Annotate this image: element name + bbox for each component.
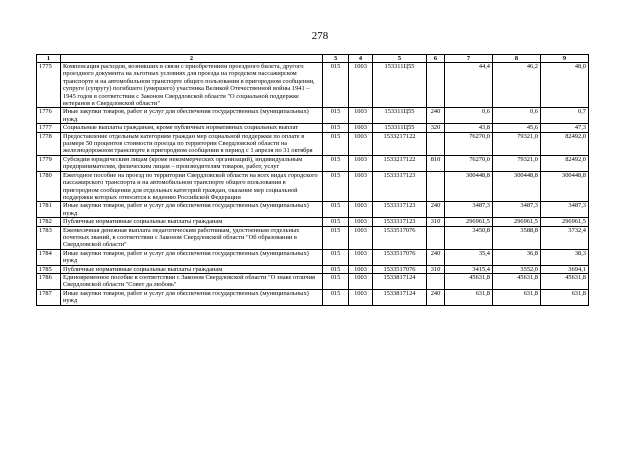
amount-year-2: 300448,8 [493, 171, 541, 202]
target-article-code: 1533317123 [373, 218, 427, 226]
amount-year-2: 0,6 [493, 108, 541, 124]
row-description: Единовременное пособие в соответствии с Законом Свердловской области "О знаке отличия Свердловской области "Совет да любовь" [61, 273, 323, 289]
row-description: Иные закупки товаров, работ и услуг для обеспечения государственных (муниципальных) нужд [61, 108, 323, 124]
expense-type-code: 240 [427, 108, 445, 124]
table-row [37, 273, 589, 289]
amount-year-1: 43,8 [445, 124, 493, 132]
amount-year-1: 3487,3 [445, 202, 493, 218]
target-article-code: 1533317123 [373, 171, 427, 202]
table-row [37, 155, 589, 171]
amount-year-1: 300448,8 [445, 171, 493, 202]
row-description: Публичные нормативные социальные выплаты гражданам [61, 265, 323, 273]
target-article-code: 1533817124 [373, 289, 427, 305]
amount-year-3: 3732,4 [541, 226, 589, 249]
row-number: 1782 [37, 218, 61, 226]
header-cell: 4 [349, 55, 373, 63]
section-code: 1003 [349, 265, 373, 273]
amount-year-2: 45631,8 [493, 273, 541, 289]
page-number: 278 [311, 30, 329, 42]
expense-type-code [427, 226, 445, 249]
target-article-code: 1533517076 [373, 265, 427, 273]
target-article-code: 153311Ц55 [373, 63, 427, 108]
target-article-code: 153311Ц55 [373, 108, 427, 124]
amount-year-3: 45631,8 [541, 273, 589, 289]
section-code: 1003 [349, 124, 373, 132]
target-article-code: 1533517076 [373, 249, 427, 265]
row-description: Компенсация расходов, возникших в связи с приобретением проездного билета, другого проездного документа на льготных условиях для проезда на городском пассажирском транспорте и на автомобильном транспорте общего пользования в пригородном сообщении, супруге (супругу) погибшего (умершего) участника Великой Отечественной войны 1941 – 1945 годов в соответствии с Законом Свердловской области "О социальной поддержке ветеранов в Свердловской области" [61, 63, 323, 108]
row-description: Социальные выплаты гражданам, кроме публичных нормативных социальных выплат [61, 124, 323, 132]
header-cell: 9 [541, 55, 589, 63]
expense-type-code: 310 [427, 218, 445, 226]
section-code: 1003 [349, 249, 373, 265]
amount-year-3: 38,3 [541, 249, 589, 265]
amount-year-3: 300448,8 [541, 171, 589, 202]
ministry-code: 015 [323, 132, 349, 155]
ministry-code: 015 [323, 124, 349, 132]
amount-year-2: 3552,0 [493, 265, 541, 273]
amount-year-2: 296961,5 [493, 218, 541, 226]
expense-type-code [427, 273, 445, 289]
amount-year-2: 79321,0 [493, 132, 541, 155]
amount-year-3: 82492,0 [541, 155, 589, 171]
row-description: Публичные нормативные социальные выплаты гражданам [61, 218, 323, 226]
amount-year-3: 3487,3 [541, 202, 589, 218]
amount-year-3: 47,3 [541, 124, 589, 132]
table-row [37, 171, 589, 202]
ministry-code: 015 [323, 218, 349, 226]
section-code: 1003 [349, 63, 373, 108]
amount-year-2: 631,8 [493, 289, 541, 305]
amount-year-1: 45631,8 [445, 273, 493, 289]
row-number: 1776 [37, 108, 61, 124]
table-row [37, 108, 589, 124]
target-article-code: 1533217122 [373, 155, 427, 171]
row-number: 1780 [37, 171, 61, 202]
amount-year-1: 0,6 [445, 108, 493, 124]
section-code: 1003 [349, 171, 373, 202]
amount-year-3: 48,0 [541, 63, 589, 108]
row-description: Предоставление отдельным категориям граждан мер социальной поддержки по оплате в размере 50 процентов стоимости проезда по территории Свердловской области на железнодорожном транспорте в пригородном сообщении в период с 1 апреля по 31 октября [61, 132, 323, 155]
amount-year-2: 3588,8 [493, 226, 541, 249]
table-row [37, 249, 589, 265]
ministry-code: 015 [323, 171, 349, 202]
target-article-code: 1533317123 [373, 202, 427, 218]
row-description: Ежемесячная денежная выплата педагогическим работникам, удостоенным отдельных почетных званий, в соответствии с Законом Свердловской области "Об образовании в Свердловской области" [61, 226, 323, 249]
section-code: 1003 [349, 226, 373, 249]
ministry-code: 015 [323, 202, 349, 218]
expense-type-code: 240 [427, 289, 445, 305]
header-cell: 2 [61, 55, 323, 63]
expense-type-code [427, 132, 445, 155]
ministry-code: 015 [323, 289, 349, 305]
section-code: 1003 [349, 289, 373, 305]
expense-type-code: 810 [427, 155, 445, 171]
row-description: Иные закупки товаров, работ и услуг для обеспечения государственных (муниципальных) нужд [61, 249, 323, 265]
header-cell: 7 [445, 55, 493, 63]
expense-type-code: 240 [427, 249, 445, 265]
budget-table [36, 54, 589, 306]
amount-year-1: 76270,0 [445, 132, 493, 155]
expense-type-code: 320 [427, 124, 445, 132]
amount-year-1: 3415,4 [445, 265, 493, 273]
amount-year-2: 46,2 [493, 63, 541, 108]
amount-year-1: 44,4 [445, 63, 493, 108]
target-article-code: 1533217122 [373, 132, 427, 155]
header-cell: 1 [37, 55, 61, 63]
table-row [37, 265, 589, 273]
ministry-code: 015 [323, 155, 349, 171]
amount-year-1: 35,4 [445, 249, 493, 265]
amount-year-3: 631,8 [541, 289, 589, 305]
section-code: 1003 [349, 218, 373, 226]
expense-type-code: 310 [427, 265, 445, 273]
table-row [37, 124, 589, 132]
row-number: 1785 [37, 265, 61, 273]
ministry-code: 015 [323, 108, 349, 124]
amount-year-1: 296961,5 [445, 218, 493, 226]
header-cell: 5 [373, 55, 427, 63]
table-row [37, 202, 589, 218]
row-description: Ежегодное пособие на проезд по территории Свердловской области на всех видах городского пассажирского транспорта и на автомобильном транспорте общего пользования в пригородном сообщении для отдельных категорий граждан, оказание мер социальной поддержки которых относится к ведению Российской Федерации [61, 171, 323, 202]
header-cell: 8 [493, 55, 541, 63]
table-body [37, 63, 589, 306]
header-row [37, 55, 589, 63]
target-article-code: 153311Ц55 [373, 124, 427, 132]
table-row [37, 63, 589, 108]
ministry-code: 015 [323, 265, 349, 273]
expense-type-code [427, 171, 445, 202]
amount-year-2: 36,8 [493, 249, 541, 265]
row-description: Субсидии юридическим лицам (кроме некоммерческих организаций), индивидуальным предпринимателям, физическим лицам – производителям товаров, работ, услуг [61, 155, 323, 171]
row-number: 1775 [37, 63, 61, 108]
section-code: 1003 [349, 108, 373, 124]
section-code: 1003 [349, 155, 373, 171]
section-code: 1003 [349, 273, 373, 289]
ministry-code: 015 [323, 249, 349, 265]
row-description: Иные закупки товаров, работ и услуг для обеспечения государственных (муниципальных) нужд [61, 289, 323, 305]
amount-year-2: 45,6 [493, 124, 541, 132]
row-number: 1778 [37, 132, 61, 155]
table-row [37, 289, 589, 305]
table-row [37, 132, 589, 155]
row-number: 1783 [37, 226, 61, 249]
ministry-code: 015 [323, 63, 349, 108]
amount-year-2: 79321,0 [493, 155, 541, 171]
section-code: 1003 [349, 132, 373, 155]
expense-type-code [427, 63, 445, 108]
amount-year-3: 82492,0 [541, 132, 589, 155]
amount-year-1: 3450,8 [445, 226, 493, 249]
row-number: 1777 [37, 124, 61, 132]
header-cell: 3 [323, 55, 349, 63]
amount-year-3: 0,7 [541, 108, 589, 124]
table-row [37, 218, 589, 226]
table-header [37, 55, 589, 63]
amount-year-1: 631,8 [445, 289, 493, 305]
row-number: 1784 [37, 249, 61, 265]
target-article-code: 1533517076 [373, 226, 427, 249]
ministry-code: 015 [323, 273, 349, 289]
row-number: 1787 [37, 289, 61, 305]
expense-type-code: 240 [427, 202, 445, 218]
row-number: 1781 [37, 202, 61, 218]
amount-year-1: 76270,0 [445, 155, 493, 171]
row-number: 1779 [37, 155, 61, 171]
amount-year-2: 3487,3 [493, 202, 541, 218]
header-cell: 6 [427, 55, 445, 63]
amount-year-3: 3694,1 [541, 265, 589, 273]
table-row [37, 226, 589, 249]
target-article-code: 1533817124 [373, 273, 427, 289]
row-description: Иные закупки товаров, работ и услуг для обеспечения государственных (муниципальных) нужд [61, 202, 323, 218]
ministry-code: 015 [323, 226, 349, 249]
row-number: 1786 [37, 273, 61, 289]
amount-year-3: 296961,5 [541, 218, 589, 226]
section-code: 1003 [349, 202, 373, 218]
